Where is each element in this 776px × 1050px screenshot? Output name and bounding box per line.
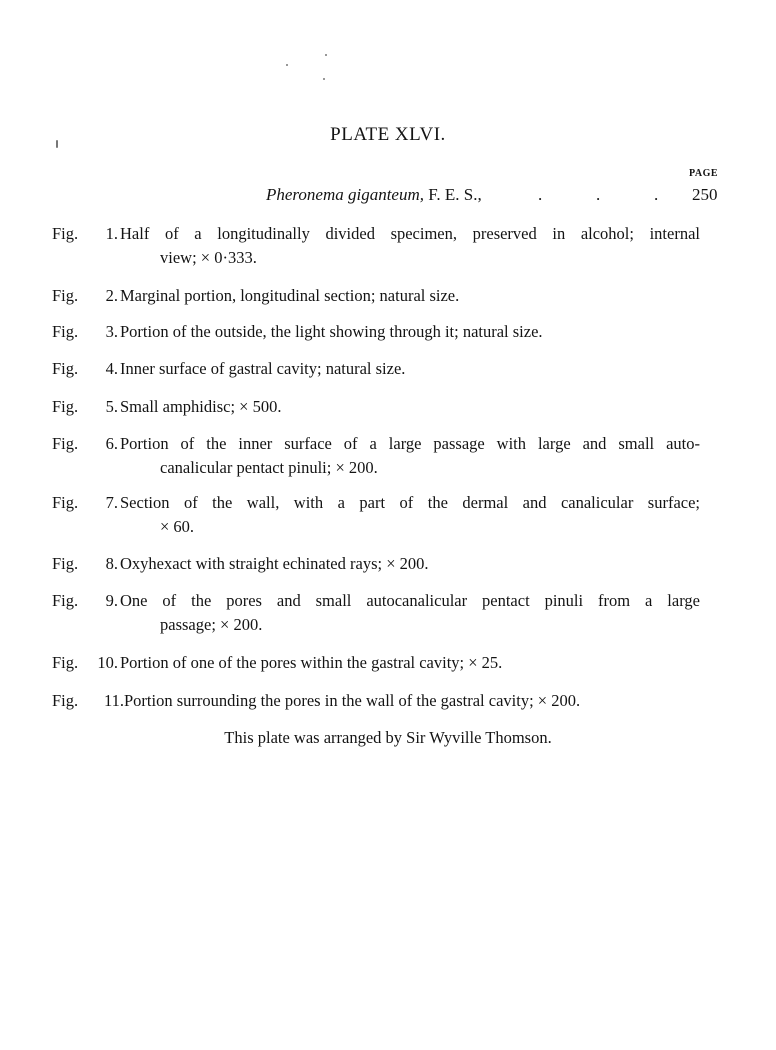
figure-caption [120,491,700,539]
figure-number: 3. [105,322,118,341]
figure-number: 7. [105,493,118,512]
caption-line: Section of the wall, with a part of the dermal and canalicular surface; [120,493,700,512]
caption-continuation: passage; × 200. [160,615,263,634]
print-speck [325,54,327,56]
print-speck [286,64,288,66]
page-column-label: PAGE [689,168,719,179]
page-number: 250 [692,185,718,204]
figure-caption: Portion of the outside, the light showing through it; natural size. [120,322,543,341]
figure-number: 2. [105,286,118,305]
figure-number: 11. [103,691,124,710]
caption-continuation: × 60. [160,517,195,536]
figure-caption: Small amphidisc; × 500. [120,397,282,416]
caption-continuation: canalicular pentact pinuli; × 200. [160,458,378,477]
leader-dots [538,185,658,205]
figure-caption [120,432,700,480]
plate-title: PLATE XLVI. [330,124,446,145]
species-entry [266,185,482,205]
figure-caption: Marginal portion, longitudinal section; natural size. [120,286,460,305]
figure-label: Fig. [52,493,79,512]
figure-label: Fig. [52,434,79,453]
species-author: F. E. S., [424,185,482,204]
figure-caption: Oxyhexact with straight echinated rays; × 200. [120,554,429,573]
figure-label: Fig. [52,224,79,243]
figure-label: Fig. [52,591,79,610]
figure-label: Fig. [52,554,79,573]
plate-credit: This plate was arranged by Sir Wyville Thomson. [224,728,552,747]
figure-number: 9. [105,591,118,610]
caption-continuation: view; × 0·333. [160,248,257,267]
figure-number: 10. [97,653,118,672]
figure-label: Fig. [52,397,79,416]
leader-dot: . [538,185,543,204]
caption-line: One of the pores and small autocanalicular pentact pinuli from a large [120,591,700,610]
figure-number: 6. [105,434,118,453]
figure-caption: Portion surrounding the pores in the wall of the gastral cavity; × 200. [124,691,581,710]
figure-label: Fig. [52,359,79,378]
print-speck [323,78,325,80]
leader-dot: . [596,185,601,204]
caption-line: Portion of the inner surface of a large passage with large and small auto- [120,434,700,453]
figure-caption [120,222,700,270]
figure-number: 8. [105,554,118,573]
figure-number: 1. [105,224,118,243]
figure-number: 5. [105,397,118,416]
figure-caption: Inner surface of gastral cavity; natural size. [120,359,406,378]
figure-label: Fig. [52,653,79,672]
figure-caption [120,589,700,637]
figure-label: Fig. [52,286,79,305]
leader-dot: . [654,185,659,204]
species-name: Pheronema giganteum, [266,185,425,204]
figure-label: Fig. [52,322,79,341]
figure-label: Fig. [52,691,79,710]
figure-number: 4. [105,359,118,378]
caption-line: Half of a longitudinally divided specimen, preserved in alcohol; internal [120,224,700,243]
figure-caption: Portion of one of the pores within the gastral cavity; × 25. [120,653,503,672]
